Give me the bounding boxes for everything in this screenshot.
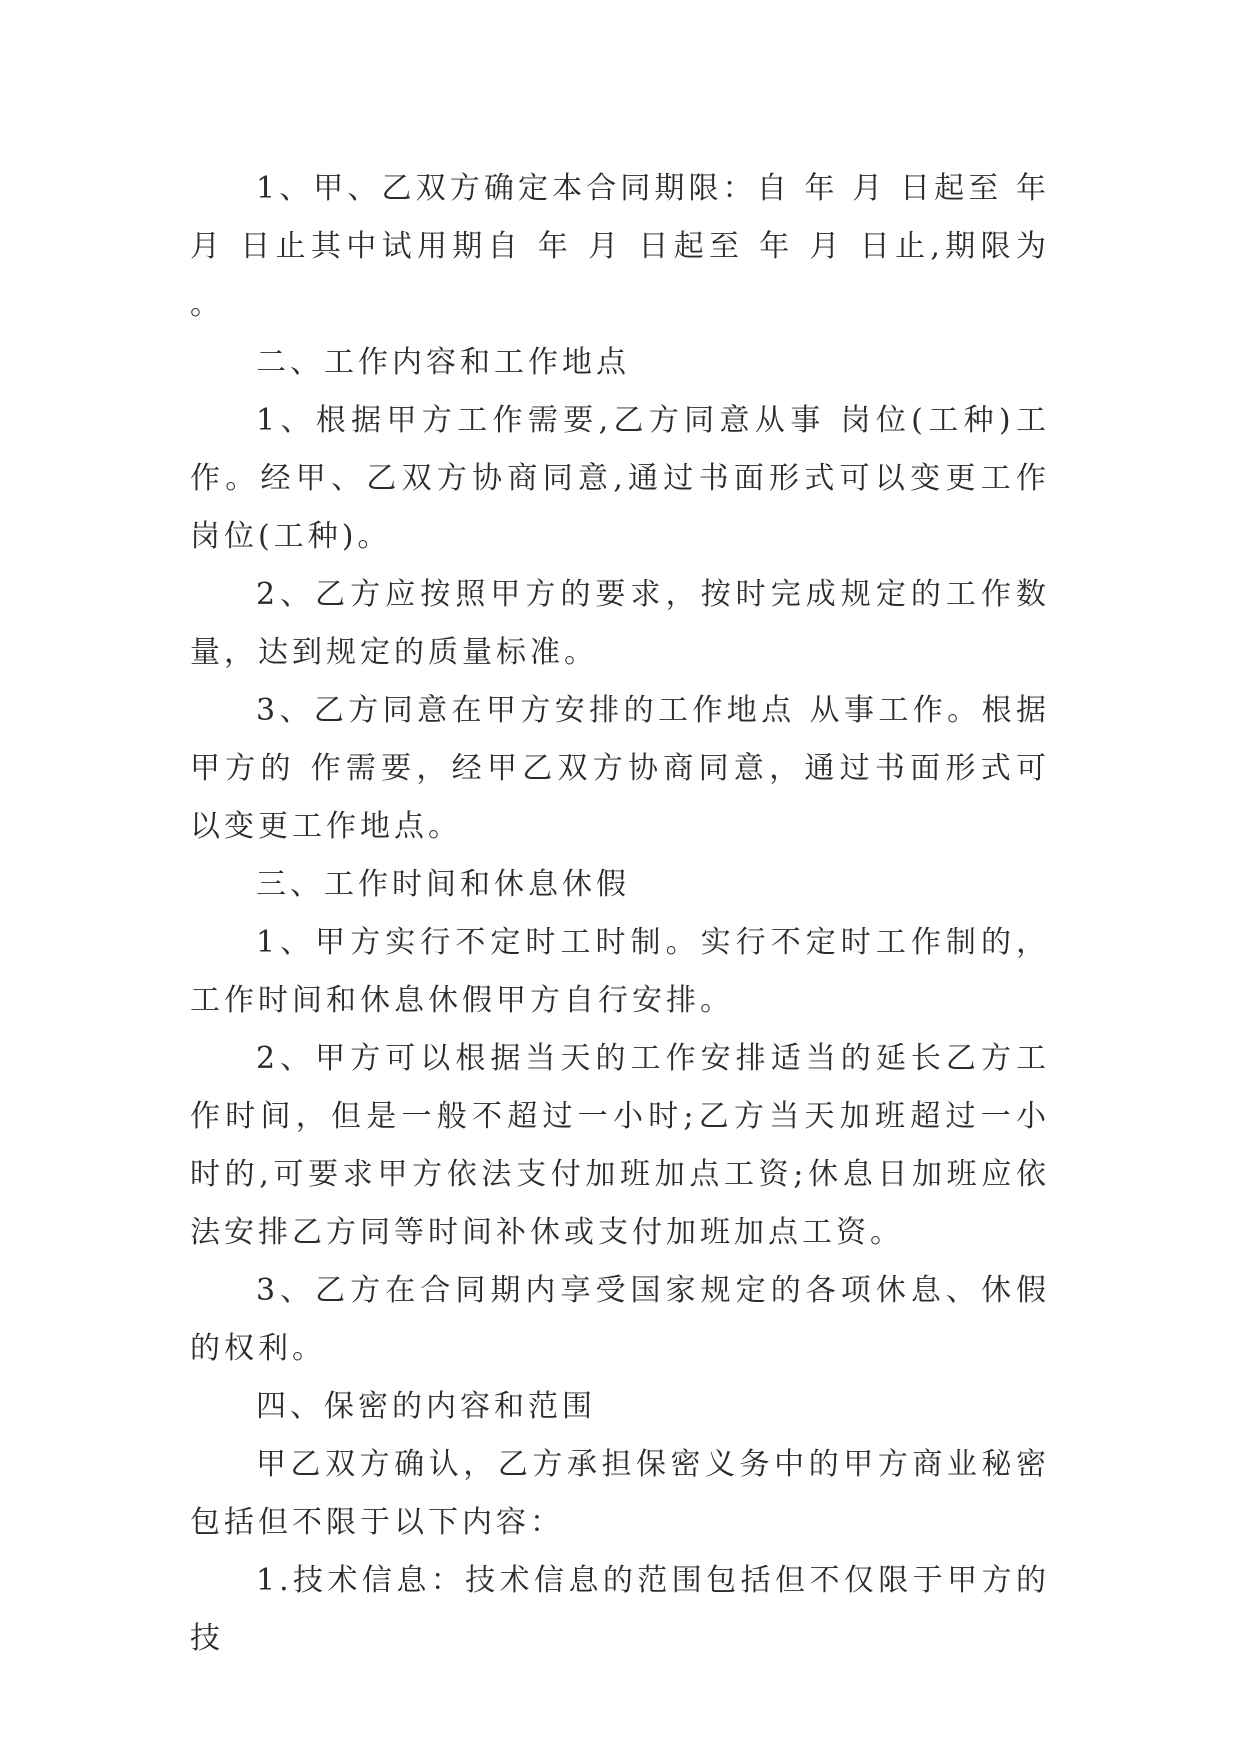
paragraph-leave-rights: 3、乙方在合同期内享受国家规定的各项休息、休假的权利。 [190, 1273, 1050, 1366]
paragraph-technical-info: 1.技术信息：技术信息的范围包括但不仅限于甲方的技 [190, 1563, 1050, 1656]
section-heading-confidentiality: 四、保密的内容和范围 [256, 1389, 596, 1424]
paragraph-overtime: 2、甲方可以根据当天的工作安排适当的延长乙方工作时间，但是一般不超过一小时;乙方当天加班超过一小时的,可要求甲方依法支付加班加点工资;休息日加班应依法安排乙方同等时间补休或支付加班加点工资。 [190, 1041, 1050, 1250]
paragraph-work-location: 3、乙方同意在甲方安排的工作地点 从事工作。根据甲方的 作需要，经甲乙双方协商同意，通过书面形式可以变更工作地点。 [190, 693, 1050, 844]
section-heading-work-hours: 三、工作时间和休息休假 [256, 867, 630, 902]
paragraph-contract-term: 1、甲、乙双方确定本合同期限：自 年 月 日起至 年月 日止其中试用期自 年 月 日起至 年 月 日止,期限为 。 [190, 171, 1050, 322]
document-body [190, 160, 1050, 1668]
paragraph-trade-secrets: 甲乙双方确认，乙方承担保密义务中的甲方商业秘密包括但不限于以下内容： [190, 1447, 1050, 1540]
paragraph-flexible-hours: 1、甲方实行不定时工时制。实行不定时工作制的，工作时间和休息休假甲方自行安排。 [190, 925, 1050, 1018]
paragraph-job-position: 1、根据甲方工作需要,乙方同意从事 岗位(工种)工作。经甲、乙双方协商同意,通过书面形式可以变更工作岗位(工种)。 [190, 403, 1050, 554]
paragraph-work-quantity: 2、乙方应按照甲方的要求，按时完成规定的工作数量，达到规定的质量标准。 [190, 577, 1050, 670]
section-heading-work-content: 二、工作内容和工作地点 [256, 345, 630, 380]
